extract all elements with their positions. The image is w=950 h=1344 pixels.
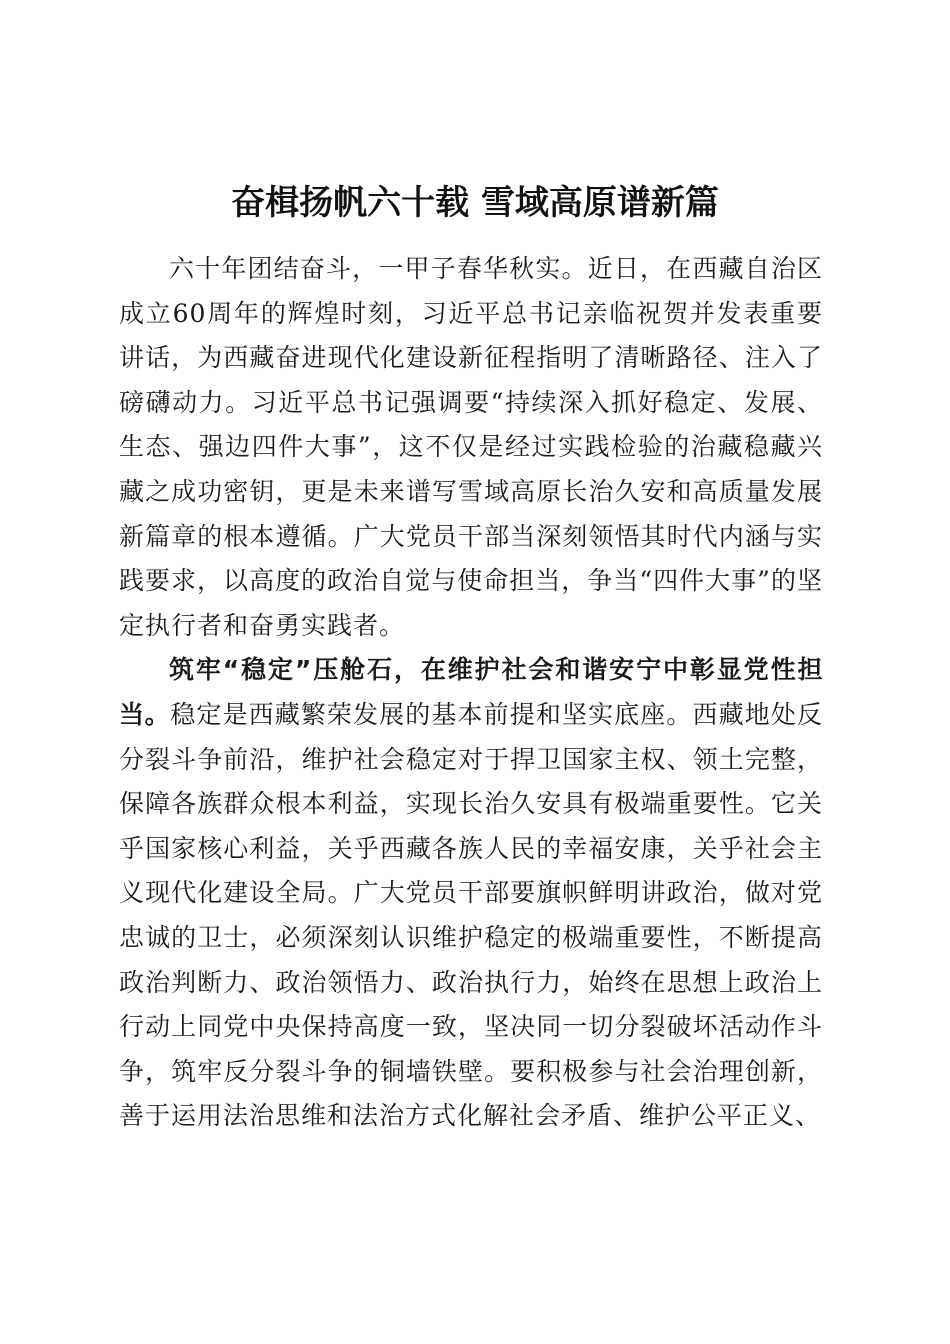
paragraph-intro-text: 六十年团结奋斗，一甲子春华秋实。近日，在西藏自治区成立60周年的辉煌时刻，习近平总书记亲临祝贺并发表重要讲话，为西藏奋进现代化建设新征程指明了清晰路径、注入了磅礴动力。习近平总书记强调要“持续深入抓好稳定、发展、生态、强边四件大事”，这不仅是经过实践检验的治藏稳藏兴藏之成功密钥，更是未来谱写雪域高原长治久安和高质量发展新篇章的根本遵循。广大党员干部当深刻领悟其时代内涵与实践要求，以高度的政治自觉与使命担当，争当“四件大事”的坚定执行者和奋勇实践者。	[119, 254, 823, 640]
paragraph-stability	[119, 648, 823, 1139]
document-title: 奋楫扬帆六十载 雪域高原谱新篇	[231, 183, 719, 223]
document-body	[119, 247, 823, 1139]
paragraph-stability-text: 稳定是西藏繁荣发展的基本前提和坚实底座。西藏地处反分裂斗争前沿，维护社会稳定对于捍卫国家主权、领土完整，保障各族群众根本利益，实现长治久安具有极端重要性。它关乎国家核心利益，关乎西藏各族人民的幸福安康，关乎社会主义现代化建设全局。广大党员干部要旗帜鲜明讲政治，做对党忠诚的卫士，必须深刻认识维护稳定的极端重要性，不断提高政治判断力、政治领悟力、政治执行力，始终在思想上政治上行动上同党中央保持高度一致，坚决同一切分裂破坏活动作斗争，筑牢反分裂斗争的铜墙铁壁。要积极参与社会治理创新，善于运用法治思维和法治方式化解社会矛盾、维护公平正义、	[119, 699, 823, 1131]
paragraph-intro	[119, 247, 823, 648]
paragraph-stability-heading: 筑牢“稳定”压舱石，在维护社会和谐安宁中彰显党性担当。	[119, 655, 823, 729]
